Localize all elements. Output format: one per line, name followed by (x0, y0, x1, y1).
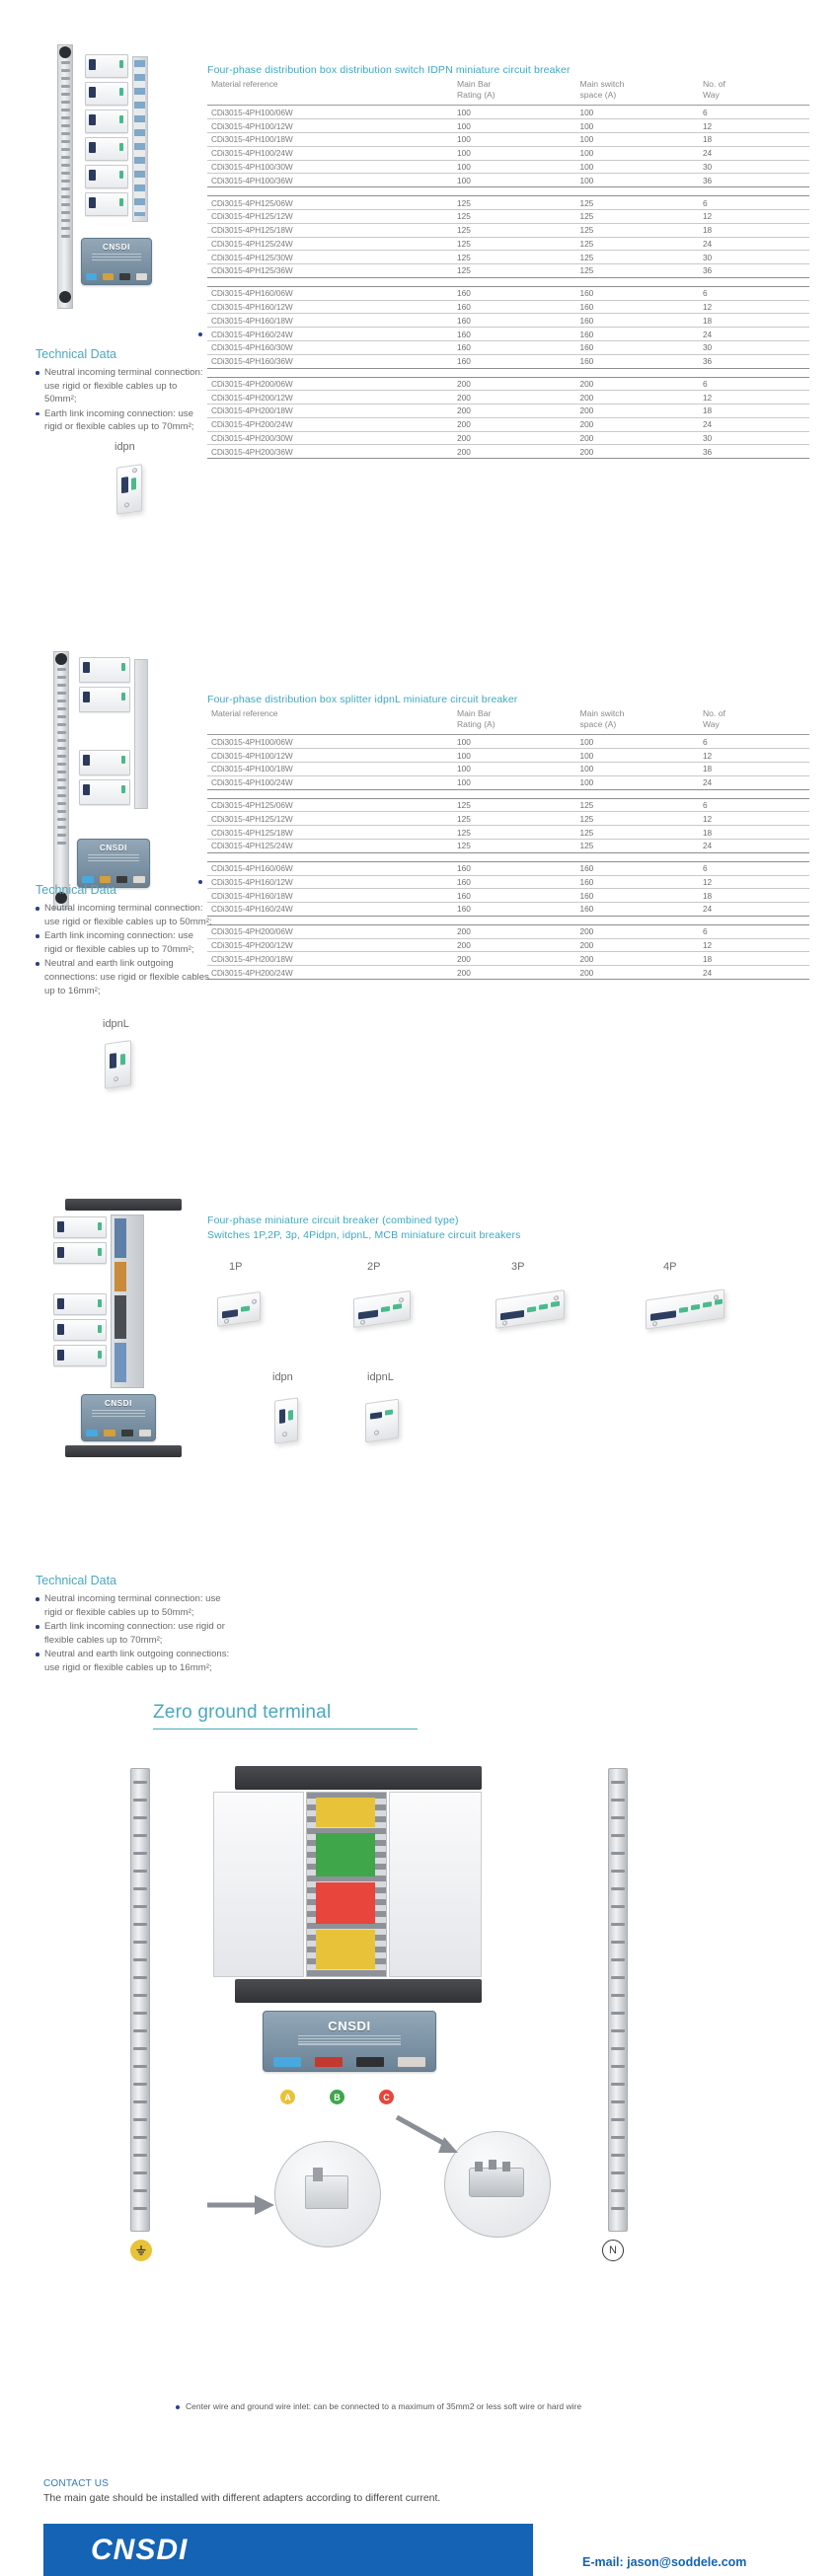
footer-logo: CNSDI (91, 2533, 189, 2566)
table-row (207, 924, 809, 938)
cell-main-bar-rating: 100 (453, 749, 575, 763)
brand-plate-logo: CNSDI (103, 243, 130, 252)
cell-no-of-way: 24 (699, 417, 809, 431)
neutral-icon: N (602, 2240, 624, 2261)
cell-main-bar-rating: 125 (453, 826, 575, 840)
brand-plate-logo: CNSDI (328, 2019, 371, 2033)
table-row (207, 861, 809, 875)
pole-label-4p: 4P (663, 1261, 677, 1273)
cell-no-of-way: 18 (699, 133, 809, 147)
cell-main-switch-space: 160 (575, 328, 698, 341)
table-row (207, 251, 809, 264)
phase-marker-yellow-2 (316, 1930, 375, 1969)
cell-no-of-way: 30 (699, 251, 809, 264)
cell-main-switch-space: 160 (575, 340, 698, 354)
cell-main-bar-rating: 125 (453, 839, 575, 852)
cell-main-switch-space: 125 (575, 264, 698, 278)
cell-main-bar-rating: 125 (453, 237, 575, 251)
cell-no-of-way: 12 (699, 749, 809, 763)
cell-no-of-way: 30 (699, 340, 809, 354)
table-row (207, 314, 809, 328)
table-row (207, 209, 809, 223)
cell-material-reference: CDi3015-4PH160/06W (207, 286, 453, 300)
table-row (207, 300, 809, 314)
product-image-idpn-single (107, 460, 166, 525)
cell-main-bar-rating: 200 (453, 417, 575, 431)
brand-plate-logo: CNSDI (100, 844, 127, 852)
cell-main-switch-space: 160 (575, 875, 698, 889)
cell-main-bar-rating: 100 (453, 146, 575, 160)
cell-main-switch-space: 200 (575, 417, 698, 431)
cell-main-switch-space: 125 (575, 812, 698, 826)
cell-no-of-way: 24 (699, 328, 809, 341)
cell-main-bar-rating: 160 (453, 875, 575, 889)
table-row (207, 286, 809, 300)
cell-material-reference: CDi3015-4PH160/30W (207, 340, 453, 354)
cell-main-switch-space: 100 (575, 763, 698, 776)
earth-ground-icon (130, 2240, 152, 2261)
table-row (207, 160, 809, 174)
cell-main-switch-space: 100 (575, 775, 698, 789)
cell-no-of-way: 12 (699, 938, 809, 952)
cell-material-reference: CDi3015-4PH100/12W (207, 749, 453, 763)
cell-main-switch-space: 100 (575, 735, 698, 749)
zero-ground-terminal-title: Zero ground terminal (153, 1702, 332, 1723)
cell-material-reference: CDi3015-4PH200/18W (207, 952, 453, 966)
cell-no-of-way: 18 (699, 952, 809, 966)
phase-marker-red (316, 1882, 375, 1924)
cell-main-switch-space: 100 (575, 174, 698, 187)
zero-ground-terminal-diagram (118, 1746, 721, 2299)
cell-main-bar-rating: 125 (453, 812, 575, 826)
cell-no-of-way: 12 (699, 875, 809, 889)
marker-a: A (280, 2090, 295, 2104)
col-main-switch-space: Main switch space (A) (575, 706, 698, 735)
group-spacer (207, 789, 809, 798)
cell-no-of-way: 24 (699, 903, 809, 917)
cell-no-of-way: 6 (699, 106, 809, 119)
cell-main-bar-rating: 100 (453, 133, 575, 147)
cell-main-bar-rating: 100 (453, 735, 575, 749)
cell-main-bar-rating: 160 (453, 340, 575, 354)
cell-no-of-way: 12 (699, 391, 809, 405)
cell-main-switch-space: 125 (575, 839, 698, 852)
cell-no-of-way: 6 (699, 196, 809, 210)
table-row (207, 431, 809, 445)
table-row (207, 812, 809, 826)
cell-no-of-way: 6 (699, 735, 809, 749)
table-row (207, 328, 809, 341)
section-two-title: Four-phase distribution box splitter idpnL miniature circuit breaker (207, 694, 518, 705)
cell-main-bar-rating: 200 (453, 966, 575, 980)
pole-label-2p: 2P (367, 1261, 381, 1273)
earth-ground-symbol (135, 2245, 147, 2256)
table-row (207, 377, 809, 391)
cell-main-bar-rating: 100 (453, 775, 575, 789)
arrow-to-detail-right (393, 2113, 462, 2159)
cell-main-bar-rating: 100 (453, 763, 575, 776)
cell-material-reference: CDi3015-4PH160/12W (207, 875, 453, 889)
cell-main-bar-rating: 160 (453, 354, 575, 368)
technical-data-heading: Technical Data (36, 1574, 116, 1587)
col-no-of-way: No. of Way (699, 706, 809, 735)
cell-main-bar-rating: 125 (453, 251, 575, 264)
col-main-bar-rating: Main Bar Rating (A) (453, 77, 575, 106)
technical-data-heading: Technical Data (36, 883, 116, 897)
cell-material-reference: CDi3015-4PH100/24W (207, 775, 453, 789)
cell-no-of-way: 36 (699, 354, 809, 368)
cell-no-of-way: 24 (699, 966, 809, 980)
product-image-idpnl-single (95, 1036, 154, 1099)
busbar-left (130, 1768, 150, 2232)
table-two-body (207, 735, 809, 980)
cell-main-bar-rating: 200 (453, 431, 575, 445)
table-row (207, 839, 809, 852)
cell-main-bar-rating: 160 (453, 314, 575, 328)
product-image-4p (638, 1283, 754, 1344)
cell-main-switch-space: 125 (575, 826, 698, 840)
product-image-combined-distribution-box (47, 1199, 215, 1495)
cell-no-of-way: 24 (699, 839, 809, 852)
cell-main-bar-rating: 100 (453, 119, 575, 133)
cell-main-bar-rating: 125 (453, 223, 575, 237)
product-image-idpn-distribution-box (51, 44, 199, 340)
table-row (207, 223, 809, 237)
cell-no-of-way: 18 (699, 826, 809, 840)
cell-main-bar-rating: 200 (453, 377, 575, 391)
table-row (207, 417, 809, 431)
variant-label-idpnl: idpnL (367, 1371, 394, 1383)
contact-text: The main gate should be installed with different adapters according to different current. (43, 2492, 441, 2504)
cell-main-switch-space: 200 (575, 405, 698, 418)
cell-no-of-way: 36 (699, 264, 809, 278)
technical-data-item: Earth link incoming connection: use rigid or flexible cables up to 70mm²; (36, 929, 213, 956)
table-one-body (207, 106, 809, 459)
cell-no-of-way: 6 (699, 377, 809, 391)
table-row (207, 391, 809, 405)
technical-data-item: Neutral and earth link outgoing connections: use rigid or flexible cables up to 16mm²; (36, 1648, 233, 1674)
cell-material-reference: CDi3015-4PH200/24W (207, 966, 453, 980)
cell-main-bar-rating: 125 (453, 196, 575, 210)
cell-no-of-way: 36 (699, 174, 809, 187)
section-one-title: Four-phase distribution box distribution switch IDPN miniature circuit breaker (207, 64, 571, 76)
cell-material-reference: CDi3015-4PH100/18W (207, 133, 453, 147)
spec-table-idpn (207, 77, 809, 459)
table-row (207, 264, 809, 278)
cell-no-of-way: 18 (699, 763, 809, 776)
cell-no-of-way: 30 (699, 160, 809, 174)
cell-material-reference: CDi3015-4PH125/24W (207, 237, 453, 251)
cell-main-switch-space: 160 (575, 314, 698, 328)
unit-right-body (389, 1792, 482, 1977)
cell-material-reference: CDi3015-4PH100/36W (207, 174, 453, 187)
table-row (207, 952, 809, 966)
cell-main-switch-space: 200 (575, 431, 698, 445)
table-row (207, 196, 809, 210)
cell-main-switch-space: 200 (575, 445, 698, 459)
unit-bottom-rail (235, 1979, 482, 2003)
cell-no-of-way: 6 (699, 924, 809, 938)
cell-main-bar-rating: 160 (453, 903, 575, 917)
table-row (207, 749, 809, 763)
table-head (207, 77, 809, 106)
row-marker-dot (198, 332, 202, 336)
product-image-1p (203, 1283, 298, 1344)
table-row (207, 966, 809, 980)
brand-plate-logo: CNSDI (105, 1399, 132, 1408)
cell-material-reference: CDi3015-4PH100/24W (207, 146, 453, 160)
brand-plate (81, 1394, 156, 1441)
cell-main-switch-space: 200 (575, 391, 698, 405)
cell-material-reference: CDi3015-4PH100/06W (207, 106, 453, 119)
cell-material-reference: CDi3015-4PH125/30W (207, 251, 453, 264)
cell-material-reference: CDi3015-4PH160/12W (207, 300, 453, 314)
cell-no-of-way: 12 (699, 209, 809, 223)
table-two-container (207, 706, 809, 980)
cell-material-reference: CDi3015-4PH200/24W (207, 417, 453, 431)
cell-material-reference: CDi3015-4PH100/30W (207, 160, 453, 174)
footer-email[interactable]: E-mail: jason@soddele.com (582, 2555, 747, 2569)
col-material-reference: Material reference (207, 77, 453, 106)
cell-no-of-way: 18 (699, 405, 809, 418)
cell-main-bar-rating: 160 (453, 861, 575, 875)
table-row (207, 889, 809, 903)
table-row (207, 174, 809, 187)
col-main-switch-space: Main switch space (A) (575, 77, 698, 106)
arrow-to-detail-left (205, 2192, 276, 2218)
cell-main-switch-space: 160 (575, 889, 698, 903)
caption-idpnl: idpnL (103, 1018, 129, 1030)
spec-table-idpnl (207, 706, 809, 980)
cell-material-reference: CDi3015-4PH125/18W (207, 826, 453, 840)
cell-no-of-way: 18 (699, 223, 809, 237)
cell-material-reference: CDi3015-4PH160/36W (207, 354, 453, 368)
table-row (207, 354, 809, 368)
cell-main-bar-rating: 160 (453, 889, 575, 903)
cell-main-switch-space: 100 (575, 146, 698, 160)
product-image-3p (488, 1283, 598, 1344)
col-main-bar-rating: Main Bar Rating (A) (453, 706, 575, 735)
marker-c: C (379, 2090, 394, 2104)
table-head (207, 706, 809, 735)
cell-material-reference: CDi3015-4PH200/18W (207, 405, 453, 418)
cell-main-bar-rating: 125 (453, 264, 575, 278)
technical-data-item: Neutral incoming terminal connection: use rigid or flexible cables up to 50mm²; (36, 902, 213, 928)
technical-data-heading: Technical Data (36, 347, 116, 361)
table-row (207, 405, 809, 418)
table-one-container (207, 77, 809, 459)
cell-material-reference: CDi3015-4PH125/36W (207, 264, 453, 278)
cell-main-switch-space: 160 (575, 354, 698, 368)
cell-no-of-way: 6 (699, 798, 809, 812)
table-row (207, 938, 809, 952)
group-spacer (207, 277, 809, 286)
title-underline (153, 1729, 418, 1730)
cell-material-reference: CDi3015-4PH125/12W (207, 209, 453, 223)
cell-main-bar-rating: 100 (453, 160, 575, 174)
cell-no-of-way: 24 (699, 146, 809, 160)
cell-main-switch-space: 125 (575, 209, 698, 223)
phase-marker-yellow (316, 1798, 375, 1827)
cell-material-reference: CDi3015-4PH100/06W (207, 735, 453, 749)
cell-main-bar-rating: 160 (453, 286, 575, 300)
table-row (207, 875, 809, 889)
table-row (207, 826, 809, 840)
cell-main-bar-rating: 200 (453, 924, 575, 938)
cell-main-switch-space: 200 (575, 952, 698, 966)
col-no-of-way: No. of Way (699, 77, 809, 106)
technical-data-item: Earth link incoming connection: use rigid or flexible cables up to 70mm²; (36, 407, 208, 434)
table-row (207, 798, 809, 812)
cell-main-switch-space: 200 (575, 377, 698, 391)
cell-main-bar-rating: 200 (453, 445, 575, 459)
cell-material-reference: CDi3015-4PH100/18W (207, 763, 453, 776)
technical-data-block-one (36, 347, 208, 435)
cell-material-reference: CDi3015-4PH160/24W (207, 328, 453, 341)
section-three-title-line1: Four-phase miniature circuit breaker (combined type) (207, 1214, 459, 1226)
technical-data-block-three (36, 1574, 233, 1676)
section-three-title-line2: Switches 1P,2P, 3p, 4Pidpn, idpnL, MCB miniature circuit breakers (207, 1229, 521, 1241)
cell-no-of-way: 30 (699, 431, 809, 445)
unit-left-body (213, 1792, 304, 1977)
cell-material-reference: CDi3015-4PH125/12W (207, 812, 453, 826)
cell-main-bar-rating: 200 (453, 952, 575, 966)
cell-material-reference: CDi3015-4PH200/06W (207, 377, 453, 391)
cell-main-switch-space: 100 (575, 133, 698, 147)
cell-material-reference: CDi3015-4PH100/12W (207, 119, 453, 133)
cell-no-of-way: 18 (699, 314, 809, 328)
cell-main-switch-space: 125 (575, 251, 698, 264)
cell-material-reference: CDi3015-4PH200/12W (207, 391, 453, 405)
cell-main-bar-rating: 200 (453, 405, 575, 418)
zero-ground-note: Center wire and ground wire inlet: can be connected to a maximum of 35mm2 or less soft wire or hard wire (176, 2401, 807, 2411)
cell-no-of-way: 24 (699, 237, 809, 251)
table-row (207, 903, 809, 917)
cell-no-of-way: 36 (699, 445, 809, 459)
cell-no-of-way: 12 (699, 300, 809, 314)
cell-main-bar-rating: 100 (453, 174, 575, 187)
busbar-right (608, 1768, 628, 2232)
cell-no-of-way: 18 (699, 889, 809, 903)
technical-data-list (36, 366, 208, 434)
cell-main-switch-space: 160 (575, 286, 698, 300)
group-spacer (207, 852, 809, 861)
table-row (207, 775, 809, 789)
cell-main-switch-space: 200 (575, 966, 698, 980)
detail-circle-left (274, 2141, 381, 2247)
variant-label-idpn: idpn (272, 1371, 293, 1383)
cell-main-switch-space: 125 (575, 223, 698, 237)
cell-main-switch-space: 125 (575, 196, 698, 210)
cell-main-switch-space: 100 (575, 119, 698, 133)
cell-material-reference: CDi3015-4PH200/12W (207, 938, 453, 952)
group-spacer (207, 368, 809, 377)
cell-main-switch-space: 200 (575, 938, 698, 952)
caption-idpn: idpn (114, 441, 135, 453)
brand-plate-main (263, 2011, 436, 2072)
cell-main-switch-space: 100 (575, 106, 698, 119)
cell-material-reference: CDi3015-4PH160/24W (207, 903, 453, 917)
cell-main-bar-rating: 125 (453, 209, 575, 223)
cell-no-of-way: 24 (699, 775, 809, 789)
unit-top-rail (235, 1766, 482, 1790)
cell-main-bar-rating: 160 (453, 300, 575, 314)
cell-main-switch-space: 200 (575, 924, 698, 938)
technical-data-item: Neutral incoming terminal connection: use rigid or flexible cables up to 50mm²; (36, 366, 208, 406)
cell-main-bar-rating: 200 (453, 391, 575, 405)
table-row (207, 146, 809, 160)
cell-main-switch-space: 100 (575, 160, 698, 174)
cell-material-reference: CDi3015-4PH200/30W (207, 431, 453, 445)
col-material-reference: Material reference (207, 706, 453, 735)
marker-b: B (330, 2090, 344, 2104)
cell-material-reference: CDi3015-4PH125/18W (207, 223, 453, 237)
contact-heading: CONTACT US (43, 2478, 110, 2489)
technical-data-list (36, 902, 213, 997)
table-row (207, 735, 809, 749)
table-row (207, 340, 809, 354)
cell-material-reference: CDi3015-4PH125/24W (207, 839, 453, 852)
cell-main-switch-space: 160 (575, 861, 698, 875)
pole-label-3p: 3P (511, 1261, 525, 1273)
table-row (207, 133, 809, 147)
table-row (207, 119, 809, 133)
cell-no-of-way: 6 (699, 286, 809, 300)
cell-main-bar-rating: 160 (453, 328, 575, 341)
brand-plate (81, 238, 152, 285)
product-image-2p (343, 1283, 446, 1344)
cell-material-reference: CDi3015-4PH125/06W (207, 798, 453, 812)
table-row (207, 106, 809, 119)
cell-material-reference: CDi3015-4PH200/06W (207, 924, 453, 938)
cell-main-switch-space: 125 (575, 237, 698, 251)
technical-data-list (36, 1592, 233, 1675)
group-spacer (207, 916, 809, 924)
group-spacer (207, 187, 809, 196)
table-row (207, 237, 809, 251)
cell-no-of-way: 12 (699, 119, 809, 133)
cell-main-bar-rating: 100 (453, 106, 575, 119)
cell-main-switch-space: 100 (575, 749, 698, 763)
cell-material-reference: CDi3015-4PH200/36W (207, 445, 453, 459)
cell-material-reference: CDi3015-4PH160/18W (207, 889, 453, 903)
table-row (207, 763, 809, 776)
cell-main-switch-space: 160 (575, 300, 698, 314)
cell-material-reference: CDi3015-4PH160/06W (207, 861, 453, 875)
product-image-idpnl-variant (355, 1393, 420, 1452)
technical-data-item: Neutral incoming terminal connection: use rigid or flexible cables up to 50mm²; (36, 1592, 233, 1619)
cell-main-bar-rating: 125 (453, 798, 575, 812)
cell-main-switch-space: 160 (575, 903, 698, 917)
product-image-idpn-variant (263, 1393, 318, 1452)
cell-main-switch-space: 125 (575, 798, 698, 812)
cell-material-reference: CDi3015-4PH160/18W (207, 314, 453, 328)
phase-marker-green (316, 1833, 375, 1877)
technical-data-item: Earth link incoming connection: use rigid or flexible cables up to 70mm²; (36, 1620, 233, 1647)
brand-plate (77, 839, 150, 888)
table-row (207, 445, 809, 459)
technical-data-item: Neutral and earth link outgoing connections: use rigid or flexible cables up to 16mm²; (36, 957, 213, 997)
cell-no-of-way: 6 (699, 861, 809, 875)
pole-label-1p: 1P (229, 1261, 243, 1273)
footer-brand-bar (43, 2524, 533, 2576)
cell-material-reference: CDi3015-4PH125/06W (207, 196, 453, 210)
technical-data-block-two (36, 883, 213, 998)
cell-main-bar-rating: 200 (453, 938, 575, 952)
cell-no-of-way: 12 (699, 812, 809, 826)
